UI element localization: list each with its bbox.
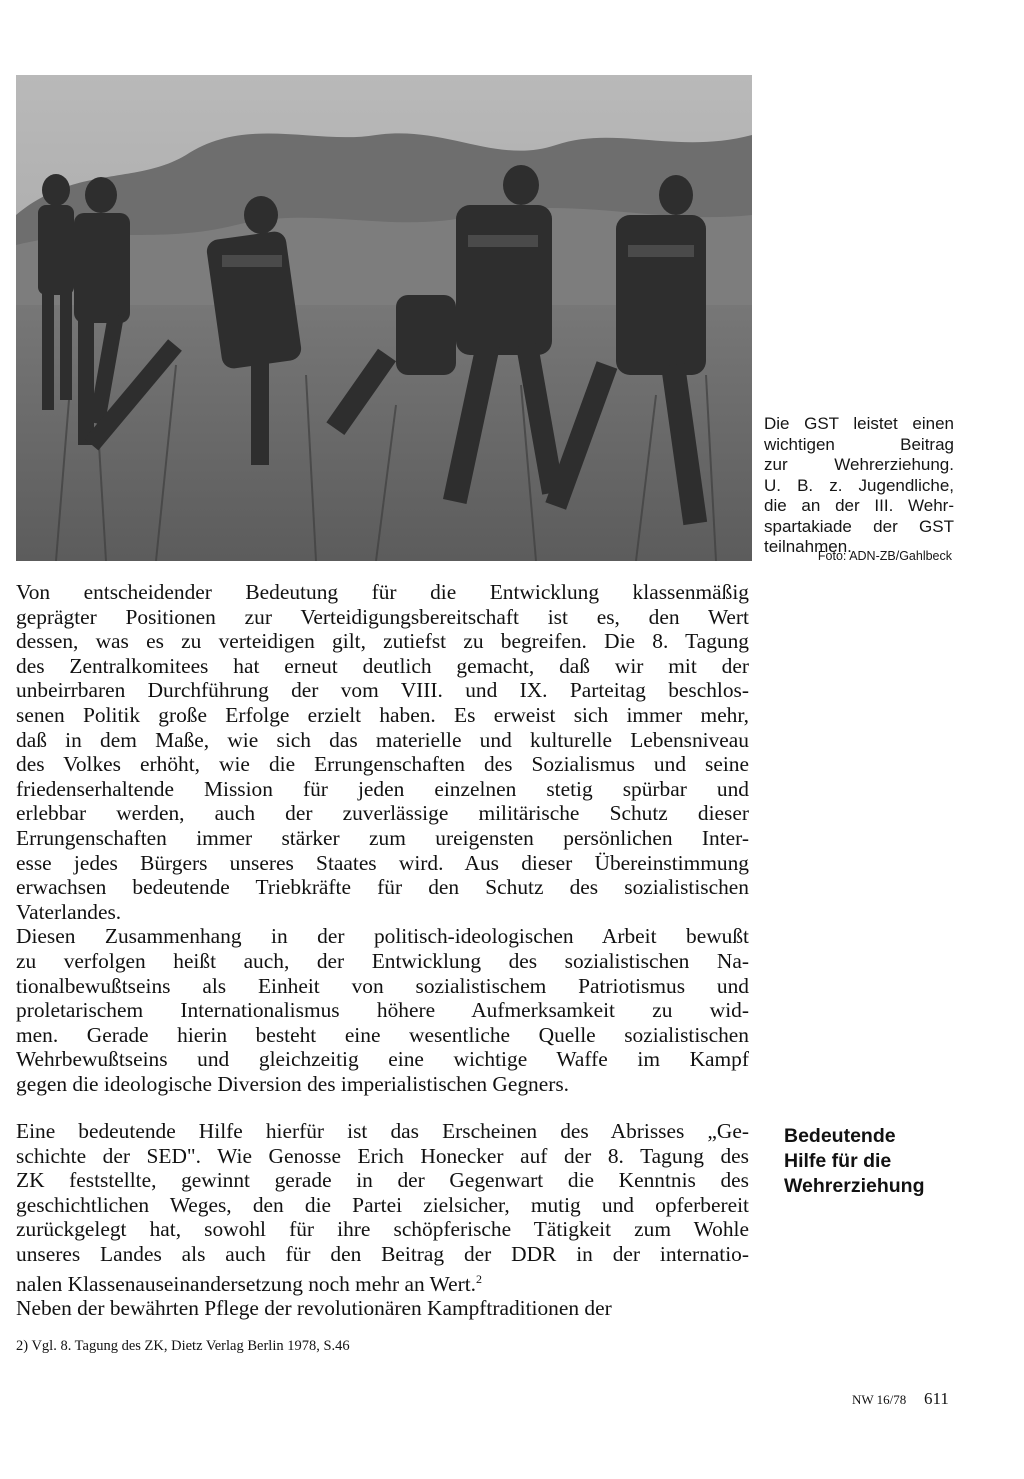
paragraph-3 — [16, 1119, 749, 1296]
paragraph-2 — [16, 924, 749, 1096]
text-line: Vaterlandes. — [16, 899, 122, 924]
text-line: erlebbar werden, auch der zuverlässige militärische Schutz dieser — [16, 801, 749, 826]
text-line: Wehrbewußtseins und gleichzeitig eine wichtige Waffe im Kampf — [16, 1047, 749, 1072]
text-line: erwachsen bedeutende Triebkräfte für den Schutz des sozialistischen — [16, 875, 749, 900]
paragraph-4 — [16, 1296, 749, 1321]
text-line: zu verfolgen heißt auch, der Entwicklung des sozialistischen Na- — [16, 948, 749, 973]
photo-soldiers-running — [16, 75, 752, 561]
text-line: zurückgelegt hat, sowohl für ihre schöpferische Tätigkeit zum Wohle — [16, 1217, 749, 1242]
caption-line: teilnahmen. — [764, 537, 852, 556]
caption-line: spartakiade der GST — [764, 516, 954, 536]
caption-line: U. B. z. Jugendliche, — [764, 475, 954, 495]
text-line: des Volkes erhöht, wie die Errungenschaften des Sozialismus und seine — [16, 752, 749, 777]
text-line: geschichtlichen Weges, den die Partei zielsicher, mutig und opferbereit — [16, 1192, 749, 1217]
article-body-upper — [16, 580, 749, 1096]
side-heading-line: Wehrerziehung — [784, 1175, 925, 1197]
text-line: Diesen Zusammenhang in der politisch-ideologischen Arbeit bewußt — [16, 924, 749, 949]
text-line: dessen, was es zu verteidigen gilt, zutiefst zu begreifen. Die 8. Tagung — [16, 629, 749, 654]
footnote: 2) Vgl. 8. Tagung des ZK, Dietz Verlag Berlin 1978, S.46 — [16, 1338, 350, 1354]
text-line: proletarischem Internationalismus höhere Aufmerksamkeit zu wid- — [16, 998, 749, 1023]
text-line — [16, 1267, 749, 1297]
side-heading-line: Hilfe für die — [784, 1150, 892, 1172]
side-heading-line: Bedeutende — [784, 1125, 896, 1147]
text-line: des Zentralkomitees hat erneut deutlich gemacht, daß wir mit der — [16, 653, 749, 678]
text-line: tionalbewußtseins als Einheit von sozialistischem Patriotismus und — [16, 973, 749, 998]
text-line-content: nalen Klassenauseinandersetzung noch mehr an Wert. — [16, 1271, 476, 1296]
photo-caption — [764, 414, 954, 558]
text-line: geprägter Positionen zur Verteidigungsbereitschaft ist es, den Wert — [16, 604, 749, 629]
text-line: Von entscheidender Bedeutung für die Entwicklung klassenmäßig — [16, 580, 749, 604]
text-line: schichte der SED". Wie Genosse Erich Honecker auf der 8. Tagung des — [16, 1143, 749, 1168]
caption-line: die an der III. Wehr- — [764, 496, 954, 515]
side-heading — [784, 1124, 954, 1199]
text-line: men. Gerade hierin besteht eine wesentliche Quelle sozialistischen — [16, 1022, 749, 1047]
text-line: unseres Landes als auch für den Beitrag der DDR in der internatio- — [16, 1241, 749, 1266]
text-line: senen Politik große Erfolge erzielt haben. Es erweist sich immer mehr, — [16, 702, 749, 727]
paragraph-1 — [16, 580, 749, 924]
caption-line: wichtigen Beitrag — [764, 434, 954, 454]
journal-reference: NW 16/78 — [852, 1392, 907, 1407]
photo-image — [16, 75, 752, 561]
text-line: esse jedes Bürgers unseres Staates wird. Aus dieser Übereinstimmung — [16, 850, 749, 875]
text-line: ZK feststellte, gewinnt gerade in der Gegenwart die Kenntnis des — [16, 1168, 749, 1193]
page-number: 611 — [924, 1389, 949, 1408]
text-line: gegen die ideologische Diversion des imperialistischen Gegners. — [16, 1071, 570, 1096]
text-line: friedenserhaltende Mission für jeden einzelnen stetig spürbar und — [16, 776, 749, 801]
footnote-reference: 2 — [476, 1271, 482, 1286]
text-line: daß in dem Maße, wie sich das materielle und kulturelle Lebensniveau — [16, 727, 749, 752]
text-line: unbeirrbaren Durchführung der vom VIII. und IX. Parteitag beschlos- — [16, 678, 749, 703]
caption-line: Die GST leistet einen — [764, 414, 954, 433]
text-line: Eine bedeutende Hilfe hierfür ist das Erscheinen des Abrisses „Ge- — [16, 1119, 749, 1143]
photo-credit: Foto: ADN-ZB/Gahlbeck — [817, 549, 952, 563]
text-line: Neben der bewährten Pflege der revolutionären Kampftraditionen der — [16, 1296, 612, 1321]
caption-line: zur Wehrerziehung. — [764, 455, 954, 474]
article-body-lower — [16, 1119, 749, 1321]
text-line: Errungenschaften immer stärker zum ureigensten persönlichen Inter- — [16, 825, 749, 850]
